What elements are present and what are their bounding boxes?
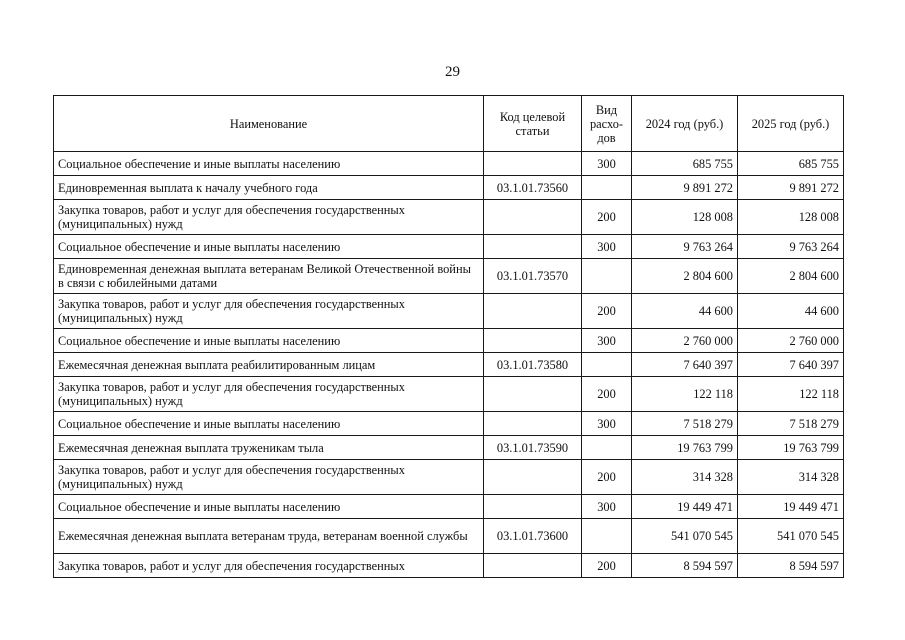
row-kind: 200	[582, 377, 632, 412]
row-code	[484, 200, 582, 235]
row-2025: 2 804 600	[738, 259, 844, 294]
row-name: Социальное обеспечение и иные выплаты населению	[54, 329, 484, 353]
row-code	[484, 460, 582, 495]
row-2024: 8 594 597	[632, 554, 738, 578]
row-2025: 8 594 597	[738, 554, 844, 578]
row-name: Социальное обеспечение и иные выплаты населению	[54, 235, 484, 259]
row-code	[484, 412, 582, 436]
row-code	[484, 152, 582, 176]
row-2024: 314 328	[632, 460, 738, 495]
row-code: 03.1.01.73600	[484, 519, 582, 554]
row-2024: 685 755	[632, 152, 738, 176]
table-row	[54, 495, 844, 519]
row-kind: 300	[582, 412, 632, 436]
row-kind	[582, 259, 632, 294]
row-kind: 300	[582, 235, 632, 259]
row-2025: 7 518 279	[738, 412, 844, 436]
table-row	[54, 412, 844, 436]
row-2025: 128 008	[738, 200, 844, 235]
row-2024: 44 600	[632, 294, 738, 329]
row-2025: 19 763 799	[738, 436, 844, 460]
row-2024: 2 804 600	[632, 259, 738, 294]
row-name: Закупка товаров, работ и услуг для обеспечения государственных (муниципальных) нужд	[54, 460, 484, 495]
budget-table	[53, 95, 844, 578]
row-kind: 200	[582, 554, 632, 578]
row-name: Ежемесячная денежная выплата реабилитированным лицам	[54, 353, 484, 377]
header-2024: 2024 год (руб.)	[632, 96, 738, 152]
row-2024: 9 763 264	[632, 235, 738, 259]
table-row	[54, 436, 844, 460]
row-2024: 7 640 397	[632, 353, 738, 377]
row-2024: 9 891 272	[632, 176, 738, 200]
table-header-row	[54, 96, 844, 152]
row-2024: 2 760 000	[632, 329, 738, 353]
row-code	[484, 377, 582, 412]
row-2024: 128 008	[632, 200, 738, 235]
table-row	[54, 554, 844, 578]
header-name: Наименование	[54, 96, 484, 152]
row-name: Закупка товаров, работ и услуг для обеспечения государственных (муниципальных) нужд	[54, 377, 484, 412]
row-kind	[582, 519, 632, 554]
row-2025: 541 070 545	[738, 519, 844, 554]
row-name: Социальное обеспечение и иные выплаты населению	[54, 152, 484, 176]
row-name: Ежемесячная денежная выплата ветеранам труда, ветеранам военной службы	[54, 519, 484, 554]
table-row	[54, 519, 844, 554]
row-code	[484, 235, 582, 259]
table-row	[54, 294, 844, 329]
row-kind: 200	[582, 294, 632, 329]
page-number: 29	[445, 64, 460, 80]
row-code: 03.1.01.73570	[484, 259, 582, 294]
row-code	[484, 495, 582, 519]
row-2024: 541 070 545	[632, 519, 738, 554]
row-2025: 685 755	[738, 152, 844, 176]
row-kind	[582, 436, 632, 460]
row-name: Закупка товаров, работ и услуг для обеспечения государственных (муниципальных) нужд	[54, 294, 484, 329]
row-code: 03.1.01.73580	[484, 353, 582, 377]
row-code	[484, 329, 582, 353]
header-code: Код целевой статьи	[484, 96, 582, 152]
row-kind: 300	[582, 329, 632, 353]
row-2025: 9 763 264	[738, 235, 844, 259]
row-2024: 122 118	[632, 377, 738, 412]
row-kind: 200	[582, 460, 632, 495]
row-name: Социальное обеспечение и иные выплаты населению	[54, 412, 484, 436]
row-2024: 19 449 471	[632, 495, 738, 519]
row-kind	[582, 176, 632, 200]
row-2025: 7 640 397	[738, 353, 844, 377]
row-name: Закупка товаров, работ и услуг для обеспечения государственных (муниципальных) нужд	[54, 200, 484, 235]
table-row	[54, 235, 844, 259]
row-kind: 300	[582, 152, 632, 176]
row-kind: 200	[582, 200, 632, 235]
table-row	[54, 377, 844, 412]
row-2025: 19 449 471	[738, 495, 844, 519]
row-name: Социальное обеспечение и иные выплаты населению	[54, 495, 484, 519]
row-code: 03.1.01.73560	[484, 176, 582, 200]
table-row	[54, 259, 844, 294]
row-kind: 300	[582, 495, 632, 519]
row-name: Единовременная денежная выплата ветеранам Великой Отечественной войны в связи с юбилейными датами	[54, 259, 484, 294]
row-2025: 9 891 272	[738, 176, 844, 200]
table-row	[54, 329, 844, 353]
row-2025: 314 328	[738, 460, 844, 495]
header-2025: 2025 год (руб.)	[738, 96, 844, 152]
row-code	[484, 554, 582, 578]
table-row	[54, 152, 844, 176]
row-kind	[582, 353, 632, 377]
row-2025: 122 118	[738, 377, 844, 412]
row-name: Единовременная выплата к началу учебного года	[54, 176, 484, 200]
row-2025: 2 760 000	[738, 329, 844, 353]
row-code	[484, 294, 582, 329]
row-2024: 19 763 799	[632, 436, 738, 460]
row-code: 03.1.01.73590	[484, 436, 582, 460]
table-row	[54, 200, 844, 235]
row-2024: 7 518 279	[632, 412, 738, 436]
row-2025: 44 600	[738, 294, 844, 329]
row-name: Ежемесячная денежная выплата труженикам тыла	[54, 436, 484, 460]
table-row	[54, 353, 844, 377]
table-row	[54, 176, 844, 200]
row-name: Закупка товаров, работ и услуг для обеспечения государственных	[54, 554, 484, 578]
table-row	[54, 460, 844, 495]
header-kind: Вид расхо-дов	[582, 96, 632, 152]
